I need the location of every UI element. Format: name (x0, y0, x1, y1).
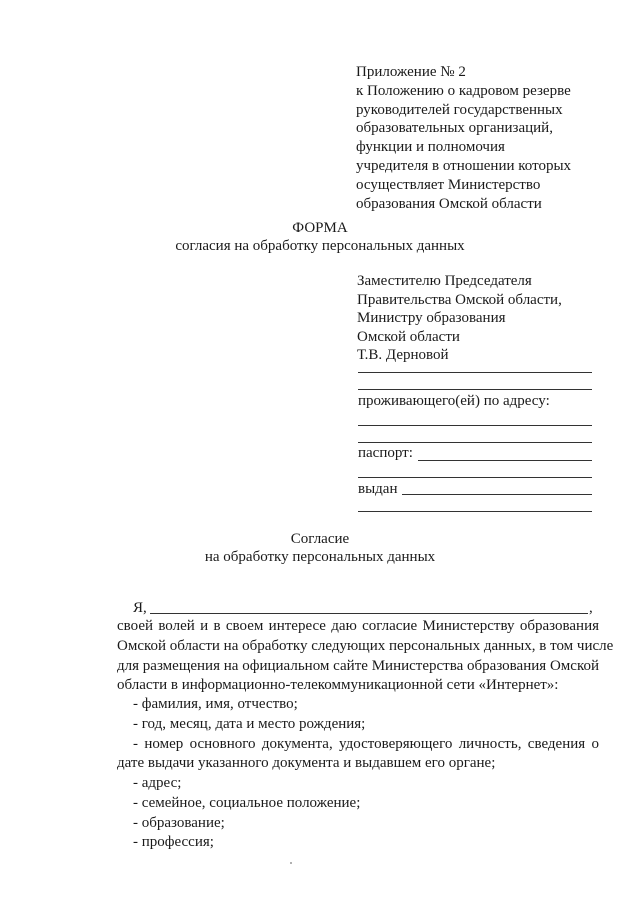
consent-paragraph-line: для размещения на официальном сайте Министерства образования Омской (117, 658, 599, 674)
passport-blank-line[interactable] (418, 460, 592, 461)
appendix-line: руководителей государственных (356, 101, 563, 118)
form-title: ФОРМА (292, 220, 348, 236)
addressee-line: Министру образования (357, 310, 506, 326)
passport-blank-line-2[interactable] (358, 477, 592, 478)
appendix-block (356, 63, 571, 213)
list-item: - фамилия, имя, отчество; (133, 696, 298, 712)
name-blank-line-1[interactable] (358, 372, 592, 373)
appendix-line: учредителя в отношении которых (356, 157, 572, 174)
addressee-line: Правительства Омской области, (357, 291, 562, 308)
addressee-line: Т.В. Дерновой (357, 347, 449, 363)
issued-blank-line-2[interactable] (358, 511, 592, 512)
list-item: - номер основного документа, удостоверяющего личность, сведения о (133, 736, 599, 752)
appendix-line: Приложение № 2 (356, 64, 466, 80)
residence-blank-line-2[interactable] (358, 442, 592, 443)
appendix-line: осуществляет Министерство (356, 176, 541, 193)
appendix-line: образовательных организаций, (356, 120, 553, 137)
list-item-continuation: дате выдачи указанного документа и выдавшем его органе; (117, 755, 496, 771)
consent-paragraph-line: Омской области на обработку следующих персональных данных, в том числе (117, 638, 614, 654)
consent-title: Согласие (290, 531, 350, 547)
residence-blank-line-1[interactable] (358, 425, 592, 426)
consent-paragraph-line: своей волей и в своем интересе даю согласие Министерству образования (117, 618, 599, 634)
consent-paragraph-line: области в информационно-телекоммуникационной сети «Интернет»: (117, 677, 559, 693)
name-blank-line-2[interactable] (358, 389, 592, 390)
list-item: - профессия; (133, 834, 214, 850)
comma: , (589, 600, 593, 616)
list-item: - семейное, социальное положение; (133, 795, 361, 811)
form-subtitle: согласия на обработку персональных данных (175, 238, 465, 254)
appendix-line: к Положению о кадровом резерве (356, 82, 571, 99)
passport-label: паспорт: (358, 445, 413, 461)
full-name-blank-line[interactable] (150, 613, 588, 614)
addressee-line: Заместителю Председателя (357, 273, 532, 289)
residence-label: проживающего(ей) по адресу: (358, 393, 550, 409)
scan-speck (290, 862, 292, 864)
consent-subtitle: на обработку персональных данных (204, 549, 436, 565)
list-item: - образование; (133, 815, 225, 831)
appendix-line: образования Омской области (356, 195, 542, 212)
issued-blank-line[interactable] (402, 494, 592, 495)
i-label: Я, (133, 600, 147, 616)
list-item: - адрес; (133, 775, 182, 791)
addressee-line: Омской области (357, 328, 460, 345)
list-item: - год, месяц, дата и место рождения; (133, 716, 366, 732)
appendix-line: функции и полномочия (356, 139, 505, 156)
addressee-block (357, 272, 562, 365)
issued-label: выдан (358, 481, 398, 497)
